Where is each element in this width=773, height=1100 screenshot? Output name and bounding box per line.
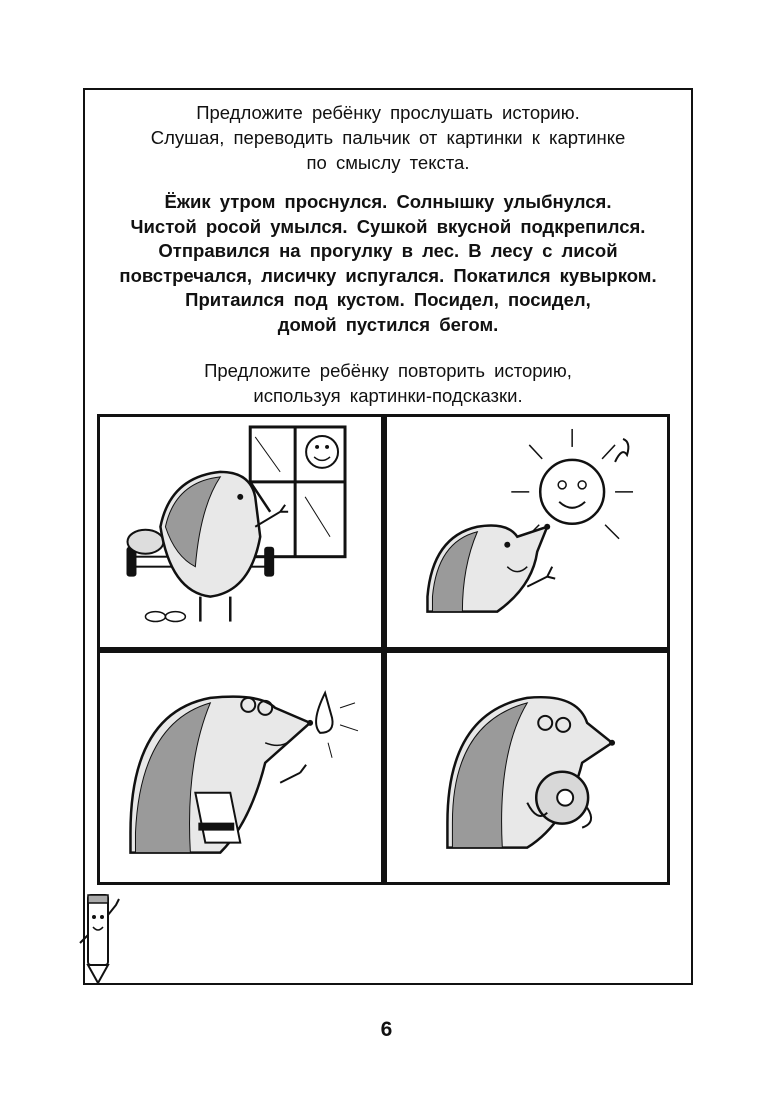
outro-instructions <box>85 358 691 408</box>
picture-panel-3[interactable] <box>100 653 381 883</box>
outro-line: Предложите ребёнку повторить историю, <box>204 360 572 381</box>
intro-instructions <box>85 100 691 175</box>
story-line: домой пустился бегом. <box>277 313 499 335</box>
picture-grid <box>97 414 670 885</box>
hedgehog-waking-window-illustration <box>100 417 381 647</box>
hedgehog-washing-dew-illustration <box>100 653 381 883</box>
picture-panel-4[interactable] <box>387 653 668 883</box>
story-text <box>85 190 691 337</box>
hedgehog-eating-bagel-illustration <box>387 653 668 883</box>
intro-line: по смыслу текста. <box>306 152 470 173</box>
intro-line: Слушая, переводить пальчик от картинки к картинке <box>150 127 626 148</box>
story-line: Притаился под кустом. Посидел, посидел, <box>185 289 591 310</box>
story-line: Чистой росой умылся. Сушкой вкусной подкрепился. <box>130 215 646 237</box>
page-number: 6 <box>380 1018 393 1041</box>
picture-panel-1[interactable] <box>100 417 381 647</box>
outro-line: используя картинки-подсказки. <box>253 385 523 406</box>
hedgehog-smiling-sun-illustration <box>387 417 668 647</box>
pencil-mascot-icon <box>74 885 122 985</box>
story-line: повстречался, лисичку испугался. Покатился кувырком. <box>119 264 657 286</box>
intro-line: Предложите ребёнку прослушать историю. <box>196 102 580 123</box>
picture-panel-2[interactable] <box>387 417 668 647</box>
story-line: Ёжик утром проснулся. Солнышку улыбнулся. <box>164 191 612 212</box>
story-line: Отправился на прогулку в лес. В лесу с лисой <box>158 240 618 261</box>
